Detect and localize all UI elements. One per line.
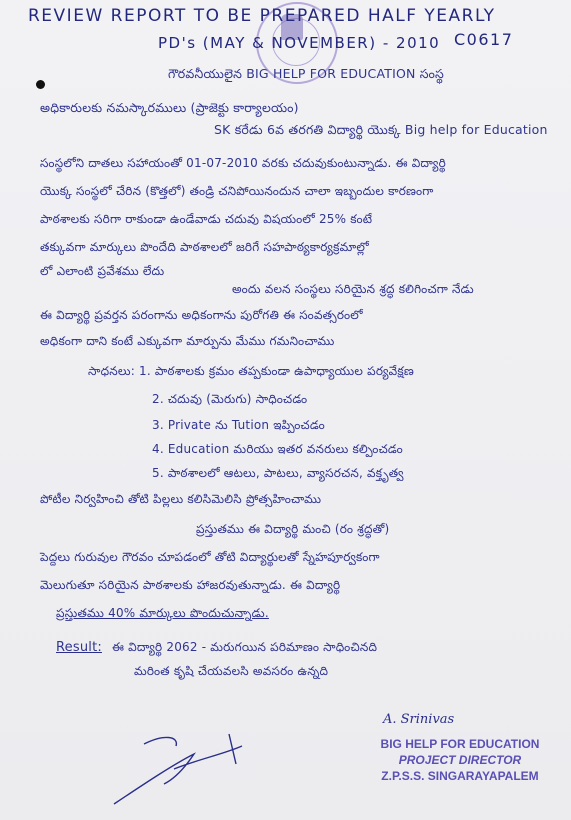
measures-line: సాధనలు: 1. పాఠశాలకు క్రమం తప్పకుండా ఉపాధ్యాయుల పర్యవేక్షణ bbox=[88, 364, 414, 378]
result-line: మరింత కృషి చేయవలసి అవసరం ఉన్నది bbox=[134, 664, 329, 678]
measures-line: 3. Private ను Tution ఇప్పించడం bbox=[152, 418, 325, 432]
body-line: మెలుగుతూ సరియైన పాఠశాలకు హాజరవుతున్నాడు. ఈ విద్యార్థి bbox=[40, 578, 341, 592]
handwritten-signature bbox=[104, 724, 254, 814]
body-line: SK కరేడు 6వ తరగతి విద్యార్థి యొక్క Big help for Education bbox=[214, 122, 548, 137]
body-line: లో ఎలాంటి ప్రవేశము లేదు bbox=[40, 264, 165, 278]
report-subheading: PD's (MAY & NOVEMBER) - 2010 bbox=[158, 34, 441, 52]
signatory-name: A. Srinivas bbox=[383, 712, 455, 727]
designation-title: PROJECT DIRECTOR bbox=[398, 753, 522, 767]
body-line: అందు వలన సంస్థలు సరియైన శ్రద్ధ కలిగించగా నేడు bbox=[232, 282, 474, 296]
body-line: పెద్దలు గురువుల గౌరవం చూపడంలో తోటి విద్యార్థులతో స్నేహపూర్వకంగా bbox=[40, 550, 380, 564]
body-line: పాఠశాలకు సరిగా రాకుండా ఉండేవాడు చదువు విషయంలో 25% కంటే bbox=[40, 212, 373, 226]
body-line: ఈ విద్యార్థి ప్రవర్తన పరంగాను అధికంగాను పురోగతి ఈ సంవత్సరంలో bbox=[40, 308, 363, 322]
body-line: అధికంగా దాని కంటే ఎక్కువగా మార్పును మేము గమనించాము bbox=[40, 334, 335, 348]
body-line: ప్రస్తుతము ఈ విద్యార్థి మంచి (రం శ్రద్ధతో) bbox=[196, 522, 390, 536]
body-line: గౌరవనీయులైన BIG HELP FOR EDUCATION సంస్థ bbox=[168, 66, 445, 81]
result-line: ఈ విద్యార్థి 2062 - మరుగయిన పరిమాణం సాధించినది bbox=[112, 640, 378, 654]
body-line: ప్రస్తుతము 40% మార్కులు పొందుచున్నాడు. bbox=[56, 606, 269, 620]
body-line: సంస్థలోని దాతలు సహాయంతో 01-07-2010 వరకు చదువుకుంటున్నాడు. ఈ విద్యార్థి bbox=[40, 156, 446, 170]
measures-line: 2. చదువు (మెరుగు) సాధించడం bbox=[152, 392, 308, 406]
body-line: యొక్క సంస్థలో చేరిన (కొత్తలో) తండ్రి చనిపోయినందున చాలా ఇబ్బందుల కారణంగా bbox=[40, 184, 434, 198]
result-label: Result: bbox=[56, 640, 102, 655]
bullet-dot bbox=[36, 80, 45, 89]
reference-code: C0617 bbox=[454, 30, 514, 49]
designation-place: Z.P.S.S. SINGARAYAPALEM bbox=[381, 769, 539, 783]
designation-org: BIG HELP FOR EDUCATION bbox=[380, 737, 540, 751]
report-heading: REVIEW REPORT TO BE PREPARED HALF YEARLY bbox=[28, 6, 496, 26]
body-line: పోటీల నిర్వహించి తోటి పిల్లలు కలిసిమెలిసి ప్రోత్సహించాము bbox=[40, 492, 322, 506]
designation-stamp bbox=[370, 736, 550, 784]
body-line: అధికారులకు నమస్కారములు (ప్రాజెక్టు కార్యాలయం) bbox=[40, 100, 299, 115]
measures-line: 5. పాఠశాలలో ఆటలు, పాటలు, వ్యాసరచన, వక్తృత్వ bbox=[152, 466, 404, 480]
body-line: తక్కువగా మార్కులు పొందేది పాఠశాలలో జరిగే సహపాఠ్యకార్యక్రమాల్లో bbox=[40, 240, 369, 254]
measures-line: 4. Education మరియు ఇతర వనరులు కల్పించడం bbox=[152, 442, 403, 456]
